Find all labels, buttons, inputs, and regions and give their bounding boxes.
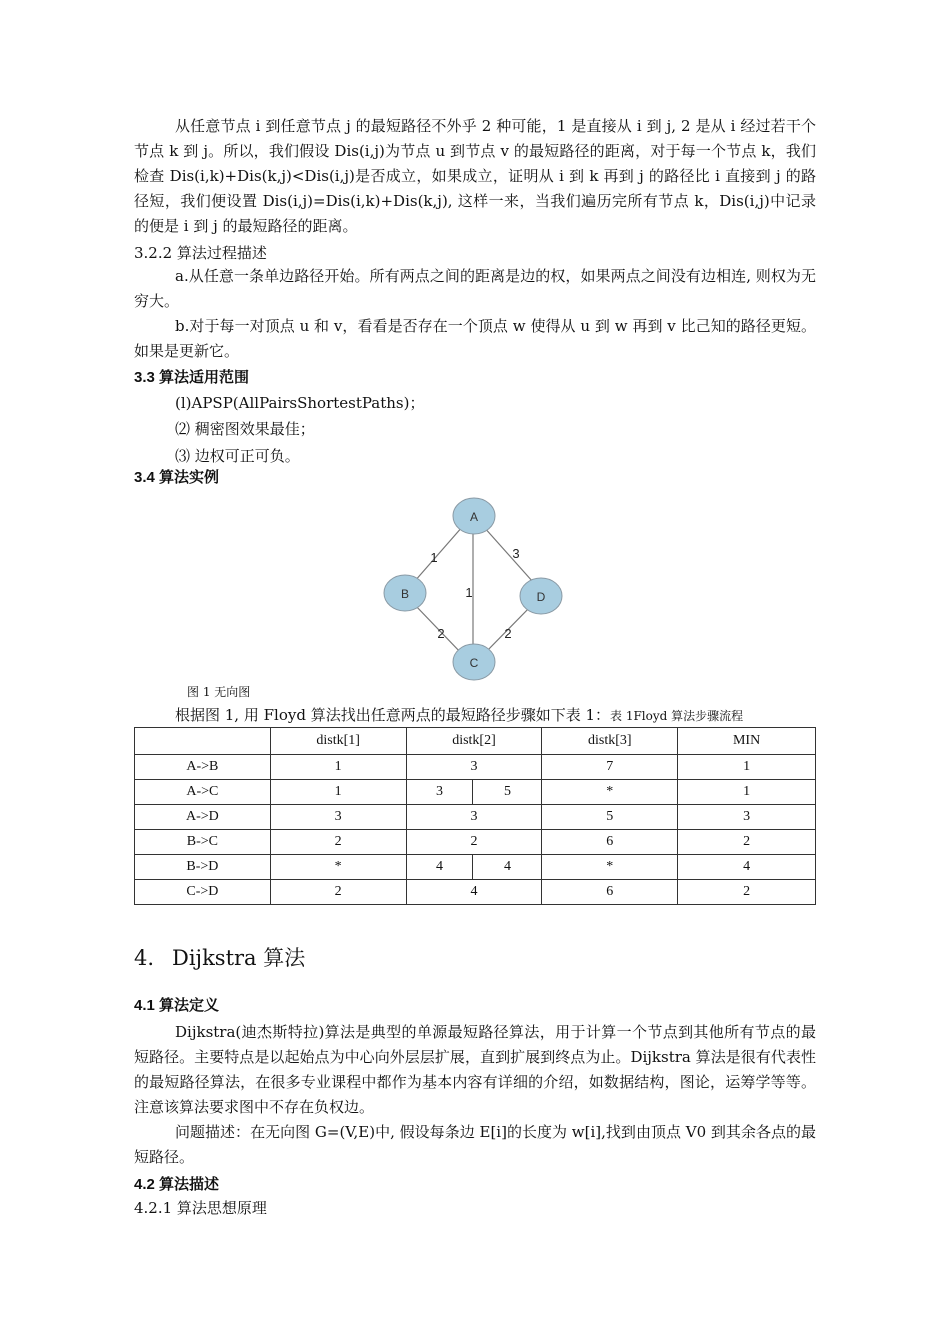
table-intro-line <box>175 705 743 726</box>
table-row <box>135 880 816 905</box>
header-cell-distk3: distk[3] <box>542 728 678 755</box>
edge-label-ad: 3 <box>512 546 520 561</box>
table-intro-text: 根据图 1, 用 Floyd 算法找出任意两点的最短路径步骤如下表 1： <box>175 706 611 724</box>
row-pair: B->C <box>135 830 271 855</box>
cell-distk3: * <box>542 855 678 880</box>
table-title: 表 1Floyd 算法步骤流程 <box>610 709 744 723</box>
heading-4 <box>134 944 305 972</box>
cell-min: 1 <box>678 780 816 805</box>
cell-distk3: 6 <box>542 880 678 905</box>
cell-min: 4 <box>678 855 816 880</box>
heading-4-2-1: 4.2.1 算法思想原理 <box>134 1199 267 1217</box>
cell-distk2-a: 3 <box>406 780 473 805</box>
header-cell-empty <box>135 728 271 755</box>
cell-distk2-a: 4 <box>406 855 473 880</box>
heading-4-title: Dijkstra 算法 <box>172 946 306 970</box>
edge-a-b <box>414 526 463 582</box>
row-pair: C->D <box>135 880 271 905</box>
cell-distk1: * <box>270 855 406 880</box>
paragraph-floyd-idea: 从任意节点 i 到任意节点 j 的最短路径不外乎 2 种可能，1 是直接从 i 到 j, 2 是从 i 经过若干个节点 k 到 j。所以，我们假设 Dis(i,j)为节点 u 到节点 v 的最短路径的距离，对于每一个节点 k，我们检查 Dis(i,k)+Dis(k,j)<Dis(i,j)是否成立，如果成立，证明从 i 到 k 再到 j 的路径比 i 直接到 j 的路径短，我们便设置 Dis(i,j)=Dis(i,k)+Dis(k,j), 这样一来，当我们遍历完所有节点 k，Dis(i,j)中记录的便是 i 到 j 的最短路径的距离。 <box>134 117 816 235</box>
cell-min: 1 <box>678 755 816 780</box>
cell-distk2-b: 4 <box>473 855 542 880</box>
cell-distk2: 3 <box>406 755 542 780</box>
edge-label-ac: 1 <box>465 585 473 600</box>
cell-min: 3 <box>678 805 816 830</box>
cell-distk1: 2 <box>270 830 406 855</box>
scope-item-3: ⑶ 边权可正可负。 <box>175 447 300 465</box>
scope-item-2: ⑵ 稠密图效果最佳； <box>175 420 315 438</box>
cell-min: 2 <box>678 880 816 905</box>
cell-distk2: 3 <box>406 805 542 830</box>
edge-label-bc: 2 <box>437 626 445 641</box>
table-row <box>135 855 816 880</box>
heading-3-2-2: 3.2.2 算法过程描述 <box>134 244 267 262</box>
heading-4-1: 4.1 算法定义 <box>134 997 220 1014</box>
table-row <box>135 830 816 855</box>
heading-3-3: 3.3 算法适用范围 <box>134 369 250 386</box>
floyd-steps-table <box>134 727 816 905</box>
row-pair: A->C <box>135 780 271 805</box>
table-row <box>135 805 816 830</box>
paragraph-step-a: a.从任意一条单边路径开始。所有两点之间的距离是边的权，如果两点之间没有边相连, 则权为无穷大。 <box>134 267 816 310</box>
row-pair: B->D <box>135 855 271 880</box>
table-header-row <box>135 728 816 755</box>
header-cell-distk2: distk[2] <box>406 728 542 755</box>
node-label-b: B <box>400 587 410 601</box>
cell-distk2-b: 5 <box>473 780 542 805</box>
node-label-c: C <box>469 656 479 670</box>
node-label-a: A <box>469 510 479 524</box>
heading-4-2: 4.2 算法描述 <box>134 1176 220 1193</box>
figure-caption: 图 1 无向图 <box>187 685 251 699</box>
scope-item-1: (l)APSP(AllPairsShortestPaths)； <box>175 394 425 412</box>
row-pair: A->B <box>135 755 271 780</box>
node-label-d: D <box>536 590 546 604</box>
graph-figure <box>370 492 590 692</box>
table-row <box>135 780 816 805</box>
edge-label-ab: 1 <box>430 550 438 565</box>
paragraph-problem: 问题描述：在无向图 G=(V,E)中, 假设每条边 E[i]的长度为 w[i],找到由顶点 V0 到其余各点的最短路径。 <box>134 1123 816 1166</box>
cell-distk1: 1 <box>270 780 406 805</box>
cell-distk1: 1 <box>270 755 406 780</box>
heading-3-4: 3.4 算法实例 <box>134 469 220 486</box>
heading-4-number: 4. <box>134 946 155 970</box>
cell-distk2: 4 <box>406 880 542 905</box>
cell-distk1: 3 <box>270 805 406 830</box>
paragraph-step-b: b.对于每一对顶点 u 和 v，看看是否存在一个顶点 w 使得从 u 到 w 再到 v 比己知的路径更短。如果是更新它。 <box>134 317 816 360</box>
edge-label-dc: 2 <box>504 626 512 641</box>
cell-min: 2 <box>678 830 816 855</box>
cell-distk3: 5 <box>542 805 678 830</box>
cell-distk3: * <box>542 780 678 805</box>
cell-distk1: 2 <box>270 880 406 905</box>
table-row <box>135 755 816 780</box>
cell-distk3: 7 <box>542 755 678 780</box>
paragraph-dijkstra-definition: Dijkstra(迪杰斯特拉)算法是典型的单源最短路径算法，用于计算一个节点到其他所有节点的最短路径。主要特点是以起始点为中心向外层层扩展，直到扩展到终点为止。Dijkstra 算法是很有代表性的最短路径算法，在很多专业课程中都作为基本内容有详细的介绍，如数据结构，图论，运筹学等等。注意该算法要求图中不存在负权边。 <box>134 1023 816 1116</box>
header-cell-distk1: distk[1] <box>270 728 406 755</box>
edge-a-d <box>483 526 533 582</box>
cell-distk3: 6 <box>542 830 678 855</box>
header-cell-min: MIN <box>678 728 816 755</box>
row-pair: A->D <box>135 805 271 830</box>
cell-distk2: 2 <box>406 830 542 855</box>
